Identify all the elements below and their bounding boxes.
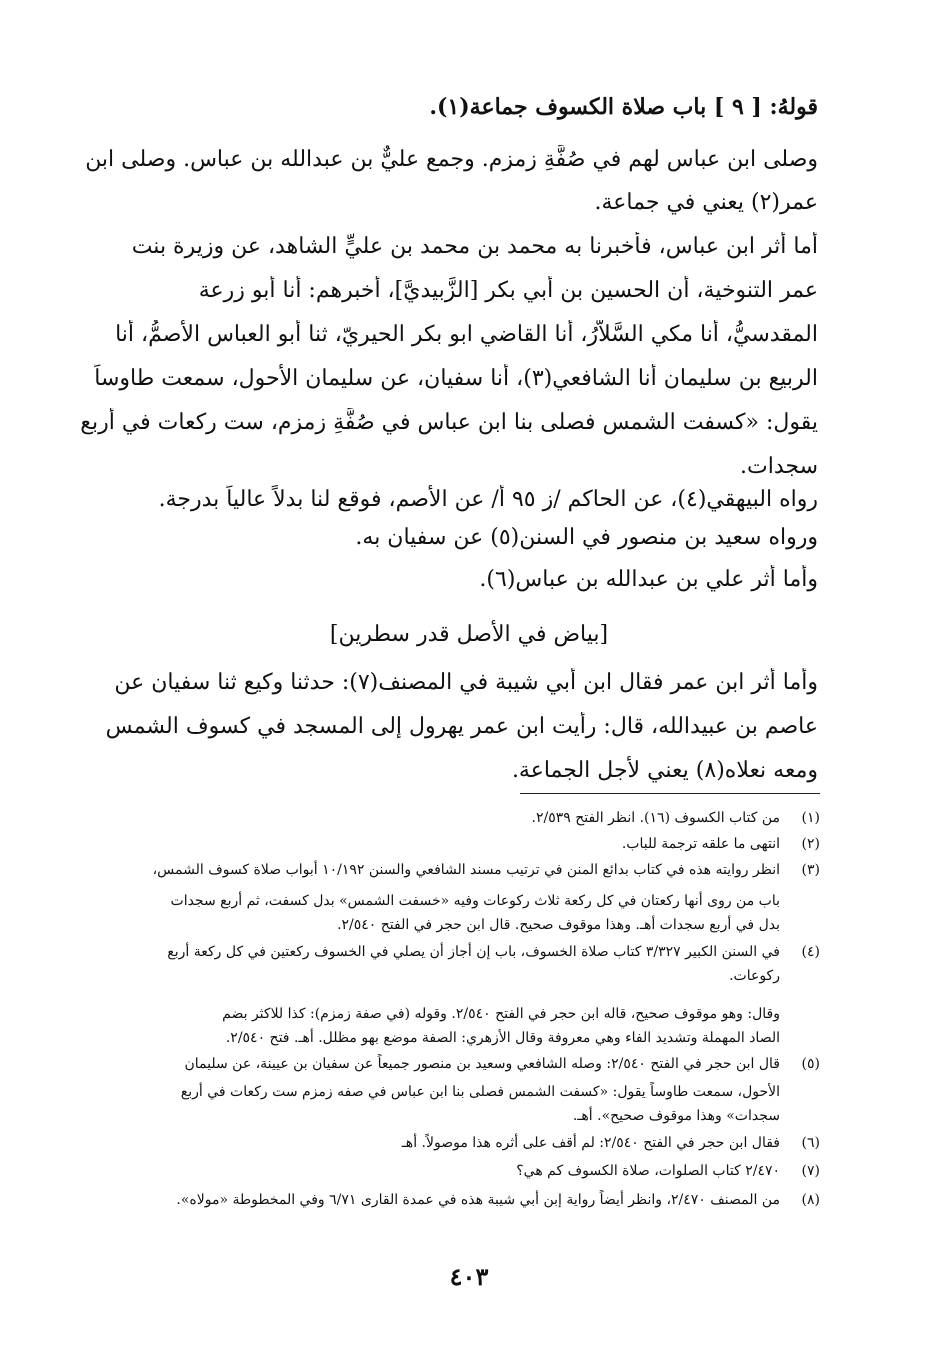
footnote-text: انظر روايته هذه في كتاب بدائع المنن في ترتيب مسند الشافعي والسنن ١٠/١٩٢ أبواب صلاة كسوف الشمس، (152, 862, 780, 878)
footnote-4 (80, 942, 820, 963)
footnote-4-cont: وقال: وهو موقوف صحيح، قاله ابن حجر في الفتح ٢/٥٤٠. وقوله (في صفة زمزم): كذا للاكثر بضم (222, 1006, 780, 1022)
footnote-text: من كتاب الكسوف (١٦). انظر الفتح ٢/٥٣٩. (531, 810, 780, 826)
footnote-number: (٣) (801, 862, 820, 878)
footnote-text: قال ابن حجر في الفتح ٢/٥٤٠: وصله الشافعي وسعيد بن منصور جميعاً عن سفيان بن عيينة، عن سليمان (184, 1056, 780, 1072)
footnote-number: (٢) (801, 836, 820, 852)
intro-line: وصلى ابن عباس لهم في صُفَّةِ زمزم. وجمع عليٌّ بن عبدالله بن عباس. وصلى ابن (85, 147, 818, 172)
para1-line: الربيع بن سليمان أنا الشافعي(٣)، أنا سفيان، عن سليمان الأحول، سمعت طاوساً (94, 366, 818, 391)
footnote-divider (520, 793, 820, 794)
footnote-8 (80, 1190, 820, 1211)
footnote-4-cont: ركوعات. (729, 968, 780, 984)
footnote-3-cont: بدل في أربع سجدات أهـ. وهذا موقوف صحيح. قال ابن حجر في الفتح ٢/٥٤٠. (337, 917, 780, 933)
footnote-text: في السنن الكبير ٣/٣٢٧ كتاب صلاة الخسوف، باب إن أجاز أن يصلي في الخسوف ركعتين في كل ركعة أربع (167, 944, 780, 960)
footnote-number: (٧) (801, 1163, 820, 1179)
footnote-number: (١) (801, 810, 820, 826)
footnote-number: (٦) (801, 1135, 820, 1151)
para3-line: وأما أثر ابن عمر فقال ابن أبي شيبة في المصنف(٧): حدثنا وكيع ثنا سفيان عن (114, 670, 818, 695)
para1-line: يقول: «كسفت الشمس فصلى بنا ابن عباس في صُفَّةِ زمزم، ست ركعات في أربع (80, 410, 818, 435)
para1-line: سجدات. (740, 454, 818, 479)
para2-line: رواه البيهقي(٤)، عن الحاكم /ز ٩٥ أ/ عن الأصم، فوقع لنا بدلاً عالياً بدرجة. (158, 487, 818, 512)
footnote-text: فقال ابن حجر في الفتح ٢/٥٤٠: لم أقف على أثره هذا موصولاً. أهـ (401, 1135, 780, 1151)
footnote-number: (٥) (801, 1056, 820, 1072)
footnote-5-cont: سجدات» وهذا موقوف صحيح». أهـ. (572, 1108, 780, 1124)
footnote-number: (٤) (801, 944, 820, 960)
section-heading: قولهُ: [ ٩ ] باب صلاة الكسوف جماعة(١). (429, 94, 818, 120)
intro-line: عمر(٢) يعني في جماعة. (594, 190, 818, 215)
footnote-text: من المصنف ٢/٤٧٠، وانظر أيضاً رواية إبن أبي شيبة هذه في عمدة القارى ٦/٧١ وفي المخطوطة «مولاه». (176, 1192, 780, 1208)
para2-line: وأما أثر علي بن عبدالله بن عباس(٦). (479, 567, 818, 592)
footnote-text: ٢/٤٧٠ كتاب الصلوات، صلاة الكسوف كم هي؟ (516, 1163, 780, 1179)
footnote-4-cont: الصاد المهملة وتشديد الفاء وهي معروفة وقال الأزهري: الصفة موضع بهو مظلل. أهـ. فتح ٢/٥٤٠. (225, 1030, 780, 1046)
page-number: ٤٠٣ (449, 1262, 489, 1291)
footnote-number: (٨) (801, 1192, 820, 1208)
footnote-6 (80, 1133, 820, 1154)
footnote-2 (80, 834, 820, 855)
para1-line: أما أثر ابن عباس، فأخبرنا به محمد بن محمد بن عليٍّ الشاهد، عن وزيرة بنت (131, 234, 818, 259)
para1-line: عمر التنوخية، أن الحسين بن أبي بكر [الزَّبيديَّ]، أخبرهم: أنا أبو زرعة (198, 278, 818, 303)
para3-line: عاصم بن عبيدالله، قال: رأيت ابن عمر يهرول إلى المسجد في كسوف الشمس (105, 714, 818, 739)
footnote-3 (80, 860, 820, 881)
footnote-7 (80, 1161, 820, 1182)
para1-line: المقدسيُّ، أنا مكي السَّلاَّرُ، أنا القاضي ابو بكر الحيريّ، ثنا أبو العباس الأصمُّ، أنا (115, 322, 818, 347)
footnote-3-cont: باب من روى أنها ركعتان في كل ركعة ثلاث ركوعات وفيه «خسفت الشمس» بدل كسفت، ثم أربع سجدات (170, 893, 780, 909)
blank-note: [بياض في الأصل قدر سطرين] (329, 622, 609, 647)
para3-line: ومعه نعلاه(٨) يعني لأجل الجماعة. (511, 758, 818, 783)
footnote-1 (80, 808, 820, 829)
footnote-5-cont: الأحول، سمعت طاوساً يقول: «كسفت الشمس فصلى بنا ابن عباس في صفه زمزم ست ركعات في أربع (180, 1084, 780, 1100)
footnote-text: انتهى ما علقه ترجمة للباب. (621, 836, 780, 852)
footnote-5 (80, 1054, 820, 1075)
para2-line: ورواه سعيد بن منصور في السنن(٥) عن سفيان به. (355, 525, 818, 550)
